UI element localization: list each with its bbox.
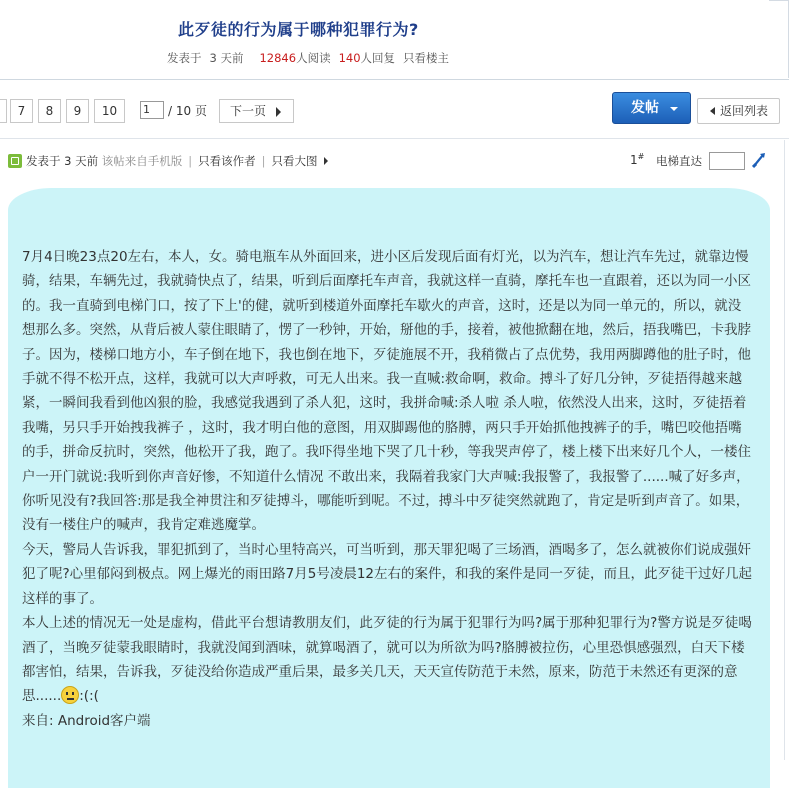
right-border xyxy=(784,140,785,760)
sad-face-icon xyxy=(61,686,79,704)
floor-number-sign: # xyxy=(637,152,645,161)
divider xyxy=(0,138,789,139)
chevron-right-icon xyxy=(276,107,281,117)
only-author-link[interactable]: 只看该作者 xyxy=(198,154,256,168)
mobile-icon xyxy=(8,154,22,168)
next-page-button[interactable] xyxy=(219,99,294,123)
reply-count: 140 xyxy=(338,51,361,65)
next-page-label: 下一页 xyxy=(230,104,267,118)
chevron-down-icon xyxy=(670,107,678,111)
chevron-left-icon xyxy=(710,107,715,115)
floor-number xyxy=(630,152,644,167)
post-paragraph: 7月4日晚23点20左右，本人，女。骑电瓶车从外面回来，进小区后发现后面有灯光，以为汽车，想让汽车先过，就靠边慢骑，结果，车辆先过，我就骑快点了，结果，听到后面摩托车声音，我就这样一直骑，摩托车也一直跟着，还以为同一小区的。我一直骑到电梯门口，按了下上'的健，就听到楼道外面摩托车歇火的声音，这时，还是以为同一单元的，所以，就没想那么多。突然，从背后被人蒙住眼睛了，愣了一秒钟，开始，掰他的手，接着，被他掀翻在地，然后，捂我嘴巴，卡我脖子。因为，楼梯口地方小，车子倒在地下，我也倒在地下，歹徒施展不开，我稍微占了点优势，我用两脚蹲他的肚子时，他手就不得不松开点，这样，我就可以大声呼救，可无人出来。我一直喊:救命啊，救命。搏斗了好几分钟，歹徒捂得越来越紧，一瞬间我看到他凶狠的脸，我感觉我遇到了杀人犯，这时，我拼命喊:杀人啦 杀人啦，依然没人出来，这时，歹徒捂着我嘴，另只手开始拽我裤子 ，这时，我才明白他的意图，用双脚踢他的胳膊，两只手开始抓他拽裤子的手，嘴巴咬他捂嘴的手，拼命反抗时，突然，他松开了我，跑了。我吓得坐地下哭了几十秒，等我哭声停了，楼上楼下出来好几个人，一楼住户一开门就说:我听到你声音好惨，不知道什么情况 不敢出来，我隔着我家门大声喊:我报警了，我报警了......喊了好多声，你听见没有?我回答:那是我全神贯注和歹徒搏斗，哪能听到呢。不过，搏斗中歹徒突然就跑了，肯定是听到声音了。如果，没有一楼住户的喊声，我肯定难逃魔掌。 xyxy=(22,249,751,534)
post-posted-label: 发表于 xyxy=(26,154,61,168)
page-link-9[interactable]: 9 xyxy=(66,99,89,123)
posted-time: 3 天前 xyxy=(209,51,244,65)
post-paragraph-last xyxy=(22,611,754,709)
new-post-label: 发帖 xyxy=(631,100,659,116)
page-link-7[interactable]: 7 xyxy=(10,99,33,123)
chevron-right-icon xyxy=(324,157,328,165)
big-image-link[interactable]: 只看大图 xyxy=(271,154,318,168)
post-info-bar: 发表于 3 天前 该帖来自手机版 | 只看该作者 | 只看大图 xyxy=(8,152,328,170)
page-link-8[interactable]: 8 xyxy=(38,99,61,123)
thread-title: 此歹徒的行为属于哪种犯罪行为? xyxy=(178,20,419,39)
new-post-button[interactable] xyxy=(612,92,691,124)
header-edge xyxy=(769,0,789,78)
page-total: / 10 页 xyxy=(168,104,207,118)
page-link-prev[interactable] xyxy=(0,99,7,123)
elevator-go-icon[interactable] xyxy=(752,151,766,169)
back-to-list-label: 返回列表 xyxy=(720,104,769,118)
elevator-label: 电梯直达 xyxy=(656,154,702,168)
only-op-link[interactable]: 只看楼主 xyxy=(403,51,450,65)
thread-meta xyxy=(167,50,449,66)
post-source: 该帖来自手机版 xyxy=(101,154,183,168)
post-body xyxy=(22,245,754,733)
views-label: 人阅读 xyxy=(296,51,331,65)
page-number-input[interactable]: 1 xyxy=(140,101,164,119)
emoji-text: :(:( xyxy=(79,688,99,705)
replies-label: 人回复 xyxy=(360,51,396,65)
floor-number-value: 1 xyxy=(630,153,638,167)
post-footer: 来自: Android客户端 xyxy=(22,712,151,729)
view-count: 12846 xyxy=(259,51,297,65)
post-paragraph-text: 本人上述的情况无一处是虚构，借此平台想请教朋友们，此歹徒的行为属于犯罪行为吗?属于那种犯罪行为?警方说是歹徒喝酒了，当晚歹徒蒙我眼睛时，我就没闻到酒味，就算喝酒了，就可以为所欲为吗?胳膊被拉伤，心里恐惧感强烈，白天下楼都害怕，结果，告诉我，歹徒没给你造成严重后果，最多关几天，天天宣传防范于未然，原来，防范于未然还有更深的意思...... xyxy=(22,615,752,705)
back-to-list-button[interactable] xyxy=(697,98,780,124)
thread-header xyxy=(0,0,789,80)
post-posted-time: 3 天前 xyxy=(64,154,99,168)
post-paragraph: 今天，警局人告诉我，罪犯抓到了，当时心里特高兴，可当听到，那天罪犯喝了三场酒，酒喝多了，怎么就被你们说成强奸犯了呢?心里郁闷到极点。网上爆光的雨田路7月5号凌晨12左右的案件，和我的案件是同一歹徒，而且，此歹徒干过好几起这样的事了。 xyxy=(22,541,753,607)
elevator-floor-input[interactable] xyxy=(709,152,745,170)
posted-label: 发表于 xyxy=(167,51,202,65)
page-link-10[interactable]: 10 xyxy=(94,99,125,123)
